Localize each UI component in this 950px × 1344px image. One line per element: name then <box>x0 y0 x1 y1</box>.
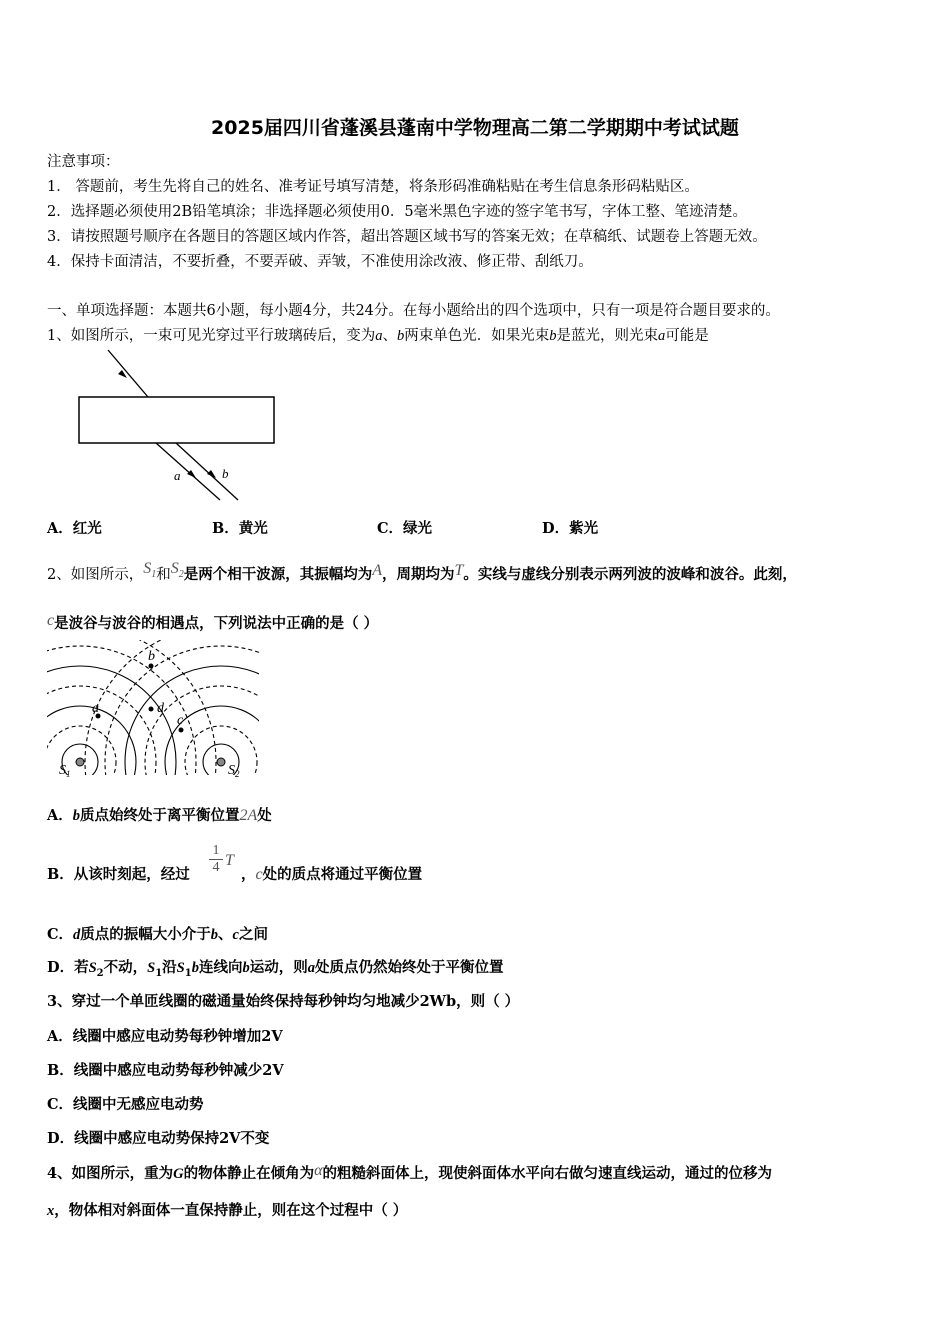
q2-option-b-end: ，c处的质点将通过平衡位置 <box>241 866 423 883</box>
point-a-label: a <box>92 701 99 716</box>
glass-brick-figure <box>70 350 290 510</box>
q1-option-d: D．紫光 <box>542 520 599 537</box>
q2-option-b: B．从该时刻起，经过 <box>47 866 190 883</box>
fraction-quarter: 1 4 <box>209 843 223 876</box>
q3-option-d: D．线圈中感应电动势保持2V不变 <box>47 1130 270 1147</box>
q1-option-b: B．黄光 <box>212 520 268 537</box>
q3-option-c: C．线圈中无感应电动势 <box>47 1096 204 1113</box>
point-b-label: b <box>148 649 155 664</box>
page-title: 2025届四川省蓬溪县蓬南中学物理高二第二学期期中考试试题 <box>211 117 739 139</box>
q1-stem: 1、如图所示，一束可见光穿过平行玻璃砖后，变为a、b两束单色光．如果光束b是蓝光，则光束a可能是 <box>47 328 709 344</box>
q4-stem-line2: x，物体相对斜面体一直保持静止，则在这个过程中（ ） <box>47 1202 408 1219</box>
notice-item: 2．选择题必须使用2B铅笔填涂；非选择题必须使用0．5毫米黑色字迹的签字笔书写，字体工整、笔迹清楚。 <box>47 204 748 220</box>
point-c-label: c <box>177 713 184 728</box>
beam-a-label: a <box>174 468 181 483</box>
q1-option-a: A．红光 <box>47 520 102 537</box>
q2-stem-line1: 2、如图所示，$S_1$和$S_2$是两个相干波源，其振幅均为A，周期均为T。实线与虚线分别表示两列波的波峰和波谷。此刻， <box>47 560 797 583</box>
wave-interference-figure <box>47 640 262 780</box>
source-s1-label: $S_1$ <box>59 763 71 779</box>
q2-option-d: D．若$S_2$不动，$S_1$沿$S_1b$连线向b运动，则a处质点仍然始终处于平衡位置 <box>47 959 504 979</box>
source-s2-label: $S_2$ <box>228 763 240 779</box>
notice-heading: 注意事项： <box>47 154 120 170</box>
notice-item: 3．请按照题号顺序在各题目的答题区域内作答，超出答题区域书写的答案无效；在草稿纸、试题卷上答题无效。 <box>47 229 767 245</box>
notice-item: 4．保持卡面清洁，不要折叠，不要弄破、弄皱，不准使用涂改液、修正带、刮纸刀。 <box>47 254 593 270</box>
q2-option-b-tail: T <box>225 852 234 869</box>
q3-stem: 3、穿过一个单匝线圈的磁通量始终保持每秒钟均匀地减少2Wb，则（ ） <box>47 993 520 1010</box>
section-heading: 一、单项选择题：本题共6小题，每小题4分，共24分。在每小题给出的四个选项中，只有一项是符合题目要求的。 <box>47 303 780 319</box>
q1-option-c: C．绿光 <box>377 520 433 537</box>
q3-option-b: B．线圈中感应电动势每秒钟减少2V <box>47 1062 284 1079</box>
q2-stem-line2: c是波谷与波谷的相遇点，下列说法中正确的是（ ） <box>47 612 379 632</box>
point-d-label: d <box>157 701 164 716</box>
q3-option-a: A．线圈中感应电动势每秒钟增加2V <box>47 1028 283 1045</box>
q4-stem-line1: 4、如图所示，重为G的物体静止在倾角为α的粗糙斜面体上，现使斜面体水平向右做匀速直线运动，通过的位移为 <box>47 1162 772 1182</box>
q2-option-a: A．b质点始终处于离平衡位置2A处 <box>47 807 272 824</box>
beam-b-label: b <box>222 466 229 481</box>
q2-option-c: C．d质点的振幅大小介于b、c之间 <box>47 926 268 943</box>
notice-item: 1． 答题前，考生先将自己的姓名、准考证号填写清楚，将条形码准确粘贴在考生信息条形码粘贴区。 <box>47 179 699 195</box>
